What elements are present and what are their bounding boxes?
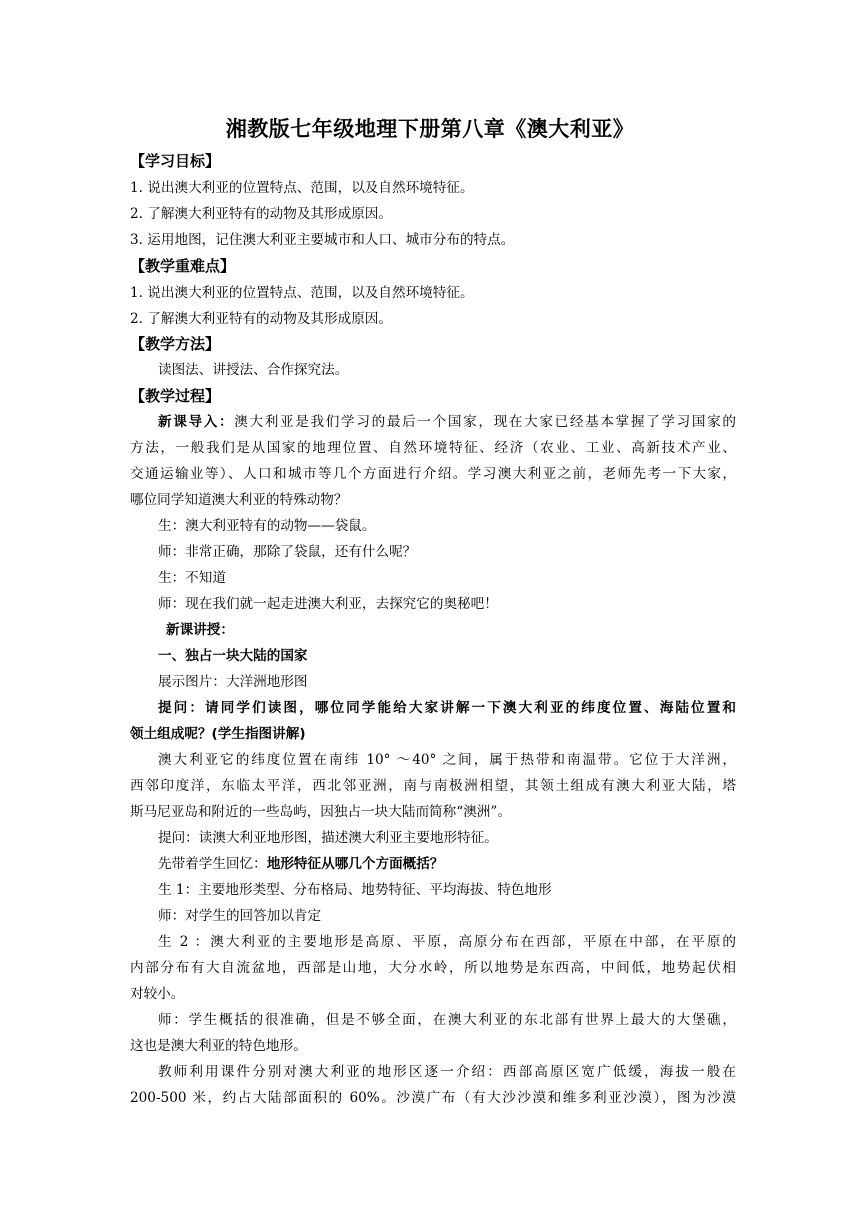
student2-line: 对较小。: [130, 986, 185, 1002]
objective-item: 2. 了解澳大利亚特有的动物及其形成原因。: [130, 206, 392, 222]
keypoint-item: 2. 了解澳大利亚特有的动物及其形成原因。: [130, 311, 392, 327]
part1-heading: 一、独占一块大陆的国家: [158, 648, 308, 664]
intro-line: 哪位同学知道澳大利亚的特殊动物？: [130, 492, 348, 508]
process-heading: 【教学过程】: [130, 387, 221, 405]
show-picture: 展示图片：大洋洲地形图: [158, 674, 308, 690]
teacher3-line: 教师利用课件分别对澳大利亚的地形区逐一介绍：西部高原区宽广低缓，海拔一般在: [158, 1064, 736, 1080]
para1-line: 西邻印度洋，东临太平洋，西北邻亚洲，南与南极洲相望，其领土组成有澳大利亚大陆，塔: [130, 778, 736, 794]
question1-line: 领土组成呢？(学生指图讲解): [130, 726, 306, 742]
intro-line: 方法，一般我们是从国家的地理位置、自然环境特征、经济（农业、工业、高新技术产业、: [130, 440, 736, 456]
para1-line: 斯马尼亚岛和附近的一些岛屿，因独占一块大陆而简称“澳洲”。: [130, 804, 511, 820]
teacher1: 师：对学生的回答加以肯定: [158, 908, 322, 924]
objectives-heading: 【学习目标】: [130, 152, 221, 170]
intro-text: 澳大利亚是我们学习的最后一个国家，现在大家已经基本掌握了学习国家的: [234, 414, 737, 430]
question1-line: 提问：请同学们读图，哪位同学能给大家讲解一下澳大利亚的纬度位置、海陆位置和: [158, 700, 736, 716]
methods-heading: 【教学方法】: [130, 335, 221, 353]
dialog-line: 师：非常正确，那除了袋鼠，还有什么呢？: [158, 544, 417, 560]
teacher3-line: 200-500 米，约占大陆部面积的 60%。沙漠广布（有大沙沙漠和维多利亚沙漠），图为沙漠: [130, 1090, 736, 1106]
new-lesson-label: 新课讲授：: [166, 622, 234, 638]
objective-item: 3. 运用地图，记住澳大利亚主要城市和人口、城市分布的特点。: [130, 232, 515, 248]
keypoint-item: 1. 说出澳大利亚的位置特点、范围，以及自然环境特征。: [130, 285, 474, 301]
methods-text: 读图法、讲授法、合作探究法。: [158, 362, 349, 378]
student1: 生 1：主要地形类型、分布格局、地势特征、平均海拔、特色地形: [158, 882, 552, 898]
recall-line: [158, 854, 736, 874]
intro-line: [158, 412, 736, 432]
recall-prefix: 先带着学生回忆：: [158, 856, 267, 872]
objective-item: 1. 说出澳大利亚的位置特点、范围，以及自然环境特征。: [130, 180, 474, 196]
page-title: 湘教版七年级地理下册第八章《澳大利亚》: [225, 117, 635, 141]
question2: 提问：读澳大利亚地形图，描述澳大利亚主要地形特征。: [158, 830, 498, 846]
intro-line: 交通运输业等）、人口和城市等几个方面进行介绍。学习澳大利亚之前，老师先考一下大家，: [130, 466, 736, 482]
recall-bold: 地形特征从哪几个方面概括？: [266, 856, 444, 872]
teacher2-line: 这也是澳大利亚的特色地形。: [130, 1038, 307, 1054]
keypoints-heading: 【教学重难点】: [130, 257, 236, 275]
para1-line: 澳大利亚它的纬度位置在南纬 10° ～40° 之间，属于热带和南温带。它位于大洋洲，: [158, 752, 736, 768]
student2-line: 内部分布有大自流盆地，西部是山地，大分水岭，所以地势是东西高，中间低，地势起伏相: [130, 960, 736, 976]
dialog-line: 生：不知道: [158, 570, 226, 586]
dialog-line: 生：澳大利亚特有的动物——袋鼠。: [158, 518, 376, 534]
dialog-line: 师：现在我们就一起走进澳大利亚，去探究它的奥秘吧！: [158, 596, 498, 612]
teacher2-line: 师：学生概括的很准确，但是不够全面，在澳大利亚的东北部有世界上最大的大堡礁，: [158, 1012, 736, 1028]
student2-line: 生 2 ：澳大利亚的主要地形是高原、平原，高原分布在西部，平原在中部，在平原的: [158, 934, 736, 950]
intro-label: 新课导入：: [158, 414, 235, 430]
